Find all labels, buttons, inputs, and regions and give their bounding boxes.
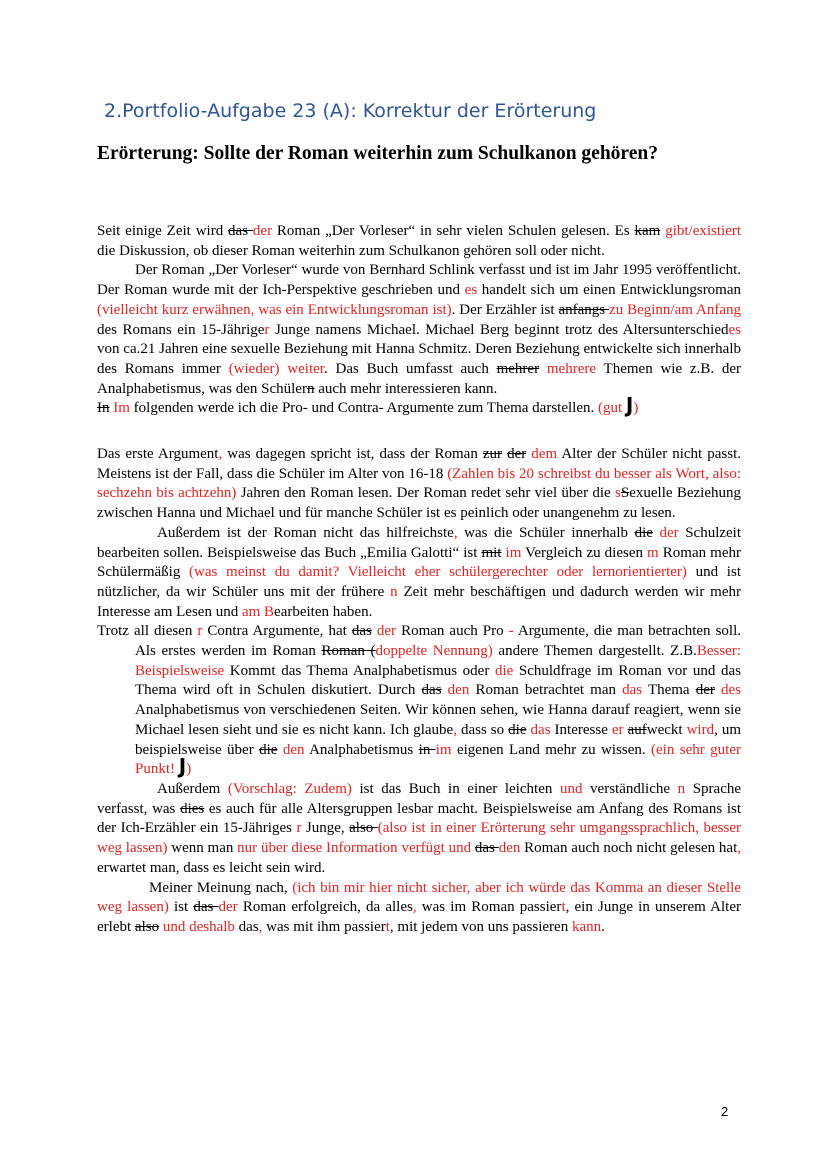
essay-text: , mit jedem von uns passieren [389,918,572,935]
essay-text: Außerdem [157,780,228,797]
essay-text: . Das Buch umfasst auch [323,360,497,377]
essay-text: Junge namens Michael. Michael Berg beginnt trotz des Altersunterschied [269,321,729,338]
paragraph-outline [97,393,741,419]
essay-text: verständliche [582,780,678,797]
essay-text: Analphabetismus von verschiedenen Seiten. Wir können sehen, wie Hanna darauf reagiert, wenn sie Michael lesen sieht und sie es nicht kann. Ich glaube [135,702,741,738]
correction-text: , [737,840,741,857]
essay-text: Sprache verfasst, was [97,780,742,817]
correction-text: m [647,544,659,561]
struck-text: der [695,682,715,699]
correction-text: (Vorschlag: Zudem) [227,780,352,797]
essay-text: . Der Erzähler ist [451,301,559,318]
essay-text: das [234,918,259,935]
essay-text: andere Themen dargestellt. Z.B. [492,643,697,660]
correction-text: (Zahlen bis 20 schreibst du besser als Wort, also: sechzehn bis achtzehn) [97,465,741,502]
essay-text: Roman auch Pro [396,623,509,640]
correction-text: er [611,721,624,738]
correction-text: es [464,282,478,299]
essay-text: es auch für alle Altersgruppen lesbar macht. Beispielsweise am Anfang des Romans ist der Ich-Erzähler ein 15-Jähriges [97,800,741,837]
paragraph-background [97,261,741,399]
essay-text: und ist nützlicher, da wir Schüler uns mit der frühere [97,564,741,600]
essay-text: folgenden werde ich die Pro- und Contra- Argumente zum Thema darstellen. [129,400,598,417]
correction-text: (gut [597,400,626,417]
correction-text: doppelte Nennung) [375,643,493,660]
essay-text: Argumente, die man betrachten soll. Als erstes werden im Roman [135,623,742,660]
essay-text: die Diskussion, ob dieser Roman weiterhin zum Schulkanon gehören soll oder nicht. [97,242,605,259]
essay-text: Roman „Der Vorleser“ in sehr vielen Schulen gelesen. Es [272,223,635,239]
correction-text: Im [113,400,130,417]
paragraph-contra-1 [97,445,741,524]
struck-text: das [228,223,253,239]
correction-text: (wieder) [228,360,280,377]
essay-text: exuelle Beziehung zwischen Hanna und Michael und für manche Schüler ist es peinlich oder unangenehm zu lesen. [97,485,741,522]
essay-text: handelt sich um einen Entwicklungsroman [477,282,742,299]
correction-text: wird [686,721,715,738]
essay-title: Erörterung: Sollte der Roman weiterhin zum Schulkanon gehören? [97,143,658,164]
correction-text: t [385,918,390,935]
correction-text: s [615,485,621,502]
paragraph-intro [97,222,741,261]
essay-text: Schulzeit bearbeiten sollen. Beispielsweise das Buch „Emilia Galotti“ ist [97,524,742,561]
correction-text: das [622,682,643,699]
struck-text: also [134,918,160,935]
essay-text: dass so [456,721,509,738]
correction-text: am B [241,603,275,620]
correction-text: den [282,741,305,758]
essay-text: eigenen Land mehr zu wissen. [451,741,652,758]
essay-text: Roman erfolgreich, da alles [237,899,413,916]
correction-text: den [498,840,521,857]
correction-text: n [390,583,398,600]
correction-text: den [447,682,470,699]
struck-text: n [306,380,315,397]
correction-text: (was meinst du damit? Vielleicht eher schülergerechter oder lernorientierter) [189,564,687,581]
correction-text: , [453,524,458,541]
essay-text: Trotz all diesen [97,623,198,640]
correction-text: im [505,544,522,561]
struck-text: zur [482,446,503,463]
struck-text: In [97,400,110,417]
essay-text: des Romans ein 15-Jährige [97,321,265,338]
correction-text: der [376,623,397,640]
struck-text: mehrer [496,360,540,377]
essay-text: Kommt das Thema Analphabetismus oder [224,662,495,679]
struck-text: anfangs [558,301,610,318]
correction-text: Besser: Beispielsweise [135,643,741,679]
struck-text: dies [180,800,205,817]
essay-text: Außerdem ist der Roman nicht das hilfreichste [157,524,454,541]
correction-text: und deshalb [162,918,235,935]
essay-text: was die Schüler innerhalb [457,524,635,541]
correction-text: der [218,899,238,916]
essay-text: von ca.21 Jahren eine sexuelle Beziehung mit Hanna Schmitz. Deren Beziehung entwickelte sich innerhalb des Romans immer [97,341,741,377]
correction-text: r [264,321,270,338]
struck-text: die [508,721,527,738]
correction-text: , [258,918,263,935]
essay-text: Contra Argumente, hat [202,623,352,640]
struck-text: mit [481,544,502,561]
struck-text: das [474,840,499,857]
essay-body [97,222,741,938]
essay-text: wenn man [167,840,238,857]
correction-text: mehrere [546,360,597,377]
essay-text: Analphabetismus [304,741,419,758]
struck-text: auf [627,721,647,738]
essay-text: Meiner Meinung nach, [149,879,293,896]
portfolio-heading: 2.Portfolio-Aufgabe 23 (A): Korrektur der Erörterung [104,100,597,122]
essay-text: was im Roman passier [416,899,562,916]
correction-text: t [561,899,566,916]
essay-text: . [601,918,605,935]
struck-text: der [507,446,527,463]
correction-text: zu Beginn/am Anfang [609,301,741,318]
struck-text: die [634,524,653,541]
essay-text: ist das Buch in einer leichten [351,780,560,797]
paragraph-contra-2 [97,524,741,623]
essay-text: ist [168,899,194,916]
correction-text: n [677,780,686,797]
correction-text: r [296,820,302,837]
essay-text: weckt [646,721,687,738]
struck-text: in [418,741,436,758]
page-number: 2 [721,1104,729,1119]
essay-text: Jahren den Roman lesen. Der Roman redet sehr viel über die [236,485,616,502]
essay-text: , ein Junge in unserem Alter erlebt [97,899,741,935]
struck-text: S [620,485,630,502]
essay-text: Seit einige Zeit wird [97,223,229,239]
struck-text: also [349,820,378,837]
essay-text: , um beispielsweise über [135,721,742,758]
correction-text: (ein sehr guter Punkt! [135,741,741,778]
essay-text: auch mehr interessieren kann. [314,380,498,397]
essay-text: was mit ihm passier [262,918,386,935]
smiley-icon: J [625,393,634,418]
correction-text: - [508,623,514,640]
correction-text: , [218,446,223,463]
paragraph-pro-2 [97,780,741,879]
correction-text: weiter [287,360,324,377]
essay-text: Interesse [550,721,612,738]
essay-text: Alter der Schüler nicht passt. Meistens ist der Fall, dass die Schüler im Alter von 16-18 [97,446,742,482]
correction-text: (ich bin mir hier nicht sicher, aber ich würde das Komma an dieser Stelle weg lassen) [97,879,742,916]
essay-text: Roman auch noch nicht gelesen hat [520,840,738,857]
essay-text: Schuldfrage im Roman vor und das Thema wird oft in Schulen diskutiert. Durch [135,662,741,699]
correction-text: (vielleicht kurz erwähnen, was ein Entwicklungsroman ist) [97,301,452,318]
struck-text: das [421,682,442,699]
smiley-icon: J [178,754,187,779]
correction-text: nur über diese Information verfügt und [237,840,472,857]
struck-text: die [259,741,278,758]
correction-text: , [412,899,417,916]
struck-text: Roman ( [321,643,376,660]
essay-text: Roman mehr Schülermäßig [97,544,741,581]
correction-text: ) [633,400,639,417]
correction-text: dem [531,446,558,463]
struck-text: das [351,623,372,640]
correction-text: , [453,721,457,738]
correction-text: des [721,682,741,699]
paragraph-pro-1 [97,622,741,780]
correction-text: r [197,623,203,640]
essay-text: Thema [642,682,696,699]
essay-text: Zeit mehr beschäftigen und dadurch werden wir mehr Interesse am Lesen und [97,583,741,620]
correction-text: und [559,780,583,797]
essay-text: Junge, [301,820,350,837]
essay-text: was dagegen spricht ist, dass der Roman [222,446,483,463]
essay-text: Roman betrachtet man [469,682,623,699]
correction-text: kann [571,918,602,935]
correction-text: (also ist in einer Erörterung sehr umgangssprachlich, besser weg lassen) [97,820,742,857]
essay-text: erwartet man, dass es leicht sein wird. [97,859,326,876]
essay-text [539,361,547,377]
paragraph-opinion [97,879,741,938]
correction-text: es [728,321,741,338]
struck-text: kam [634,223,661,239]
correction-text: das [530,721,551,738]
correction-text: ) [186,761,192,778]
essay-text: Vergleich zu diesen [521,544,648,561]
essay-text: Der Roman „Der Vorleser“ wurde von Bernhard Schlink verfasst und ist im Jahr 1995 veröffentlicht. Der Roman wurde mit der Ich-Perspektive geschrieben und [97,262,741,299]
correction-text: der [252,223,273,239]
correction-text: die [494,662,514,679]
essay-text: Das erste Argument [97,446,219,463]
essay-text: Themen wie z.B. der Analphabetismus, was den Schüler [97,360,742,397]
correction-text: gibt/existiert [665,223,742,239]
struck-text: das [193,899,219,916]
correction-text: der [659,524,679,541]
correction-text: im [435,741,452,758]
essay-text: earbeiten haben. [274,603,373,620]
